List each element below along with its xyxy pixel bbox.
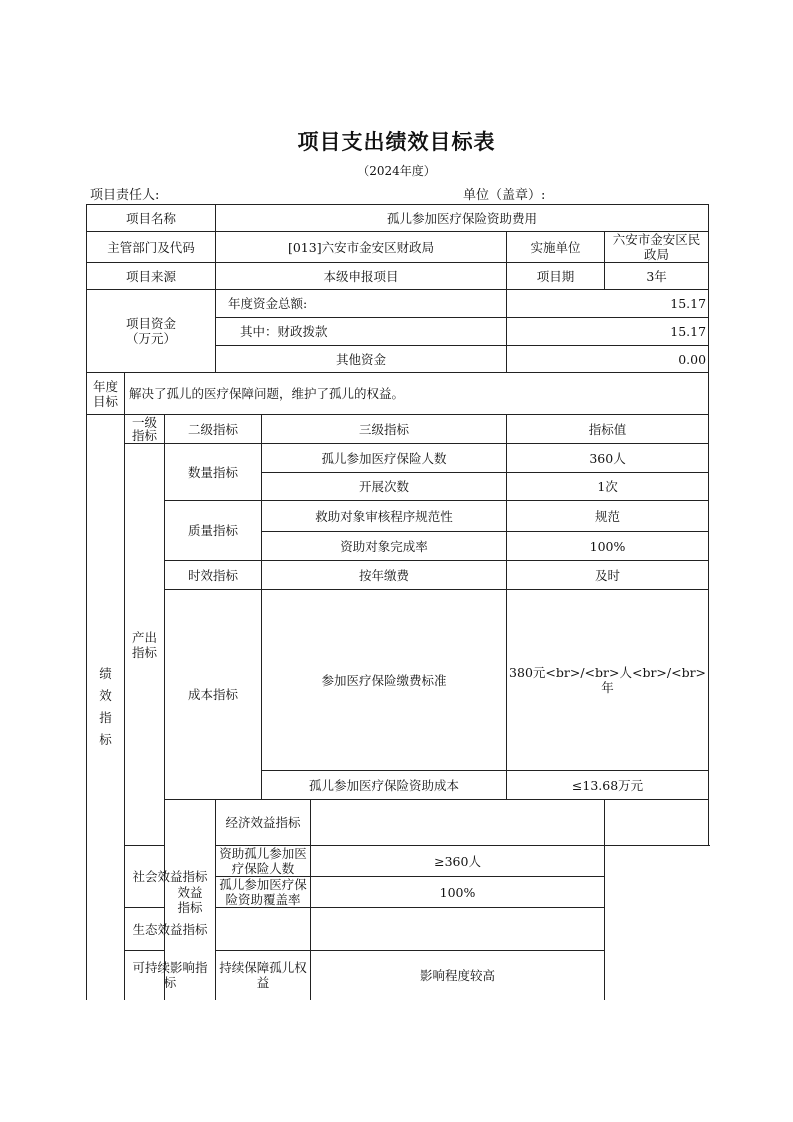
year-label: （2024年度） (357, 164, 436, 178)
indicator-t1: 按年缴费 (262, 561, 507, 590)
other-funds-label: 其他资金 (216, 346, 507, 373)
responsible-person-label: 项目责任人: (90, 188, 160, 203)
level2-header: 二级指标 (165, 415, 262, 444)
performance-target-table (86, 204, 709, 1000)
indicator-q2: 开展次数 (262, 473, 507, 501)
level3-header: 三级指标 (262, 415, 507, 444)
timeliness-indicator: 时效指标 (165, 561, 262, 590)
perf-char-1: 绩 (99, 666, 112, 682)
indicator-c2-value: ≤13.68万元 (507, 771, 709, 800)
annual-goal-text: 解决了孤儿的医疗保障问题，维护了孤儿的权益。 (125, 373, 709, 415)
cost-indicator: 成本指标 (165, 590, 262, 800)
indicator-ecological-empty (216, 908, 311, 951)
unit-stamp-label: 单位（盖章）: (463, 188, 546, 203)
indicator-q1-value: 360人 (507, 444, 709, 473)
indicator-su1: 持续保障孤儿权益 (216, 951, 311, 1000)
indicator-c2: 孤儿参加医疗保险资助成本 (262, 771, 507, 800)
indicator-c1-value: 380元<br>/<br>人<br>/<br>年 (507, 590, 709, 771)
value-header: 指标值 (507, 415, 709, 444)
indicator-s1-value: ≥360人 (311, 846, 605, 877)
level1-header (125, 415, 165, 444)
period-label: 项目期 (507, 263, 605, 290)
level1-header-line1: 一级 (131, 415, 157, 430)
page-title: 项目支出绩效目标表 (297, 130, 496, 154)
impl-unit-value: 六安市金安区民政局 (605, 232, 709, 263)
social-indicator: 社会效益指标 (125, 846, 216, 908)
indicator-q2-value: 1次 (507, 473, 709, 501)
indicator-ql1-value: 规范 (507, 501, 709, 532)
project-name-value: 孤儿参加医疗保险资助费用 (216, 205, 709, 232)
period-value: 3年 (605, 263, 709, 290)
output-indicator-label (125, 444, 165, 846)
level1-header-line2: 指标 (131, 428, 157, 443)
funds-label (87, 290, 216, 373)
benefit-label-line2: 指标 (177, 899, 203, 915)
dept-value: [013]六安市金安区财政局 (216, 232, 507, 263)
indicator-s2: 孤儿参加医疗保险资助覆盖率 (216, 877, 311, 908)
indicator-su1-value: 影响程度较高 (311, 951, 605, 1000)
project-name-label: 项目名称 (87, 205, 216, 232)
indicator-s2-value: 100% (311, 877, 605, 908)
funds-label-line1: 项目资金 (126, 316, 177, 331)
indicator-economic-empty (311, 800, 605, 846)
funds-label-line2: （万元） (126, 331, 177, 346)
fiscal-funds-value: 15.17 (507, 318, 709, 346)
indicator-ecological-value-empty (311, 908, 605, 951)
indicator-ql2-value: 100% (507, 532, 709, 561)
output-label-line1: 产出 (131, 629, 157, 645)
performance-indicator-label (87, 415, 125, 1000)
ecological-indicator: 生态效益指标 (125, 908, 216, 951)
indicator-t1-value: 及时 (507, 561, 709, 590)
perf-char-4: 标 (99, 732, 112, 748)
sustainability-indicator: 可持续影响指标 (125, 951, 216, 1000)
quality-indicator: 质量指标 (165, 501, 262, 561)
benefit-label-line1: 效益 (177, 884, 203, 900)
quantity-indicator: 数量指标 (165, 444, 262, 501)
perf-char-3: 指 (99, 710, 112, 726)
total-funds-value: 15.17 (507, 290, 709, 318)
source-label: 项目来源 (87, 263, 216, 290)
indicator-ql2: 资助对象完成率 (262, 532, 507, 561)
annual-goal-label-line1: 年度 (92, 378, 118, 394)
perf-char-2: 效 (99, 688, 112, 704)
source-value: 本级申报项目 (216, 263, 507, 290)
economic-indicator: 经济效益指标 (216, 800, 311, 846)
dept-label: 主管部门及代码 (87, 232, 216, 263)
indicator-q1: 孤儿参加医疗保险人数 (262, 444, 507, 473)
other-funds-value: 0.00 (507, 346, 709, 373)
output-label-line2: 指标 (131, 644, 157, 660)
impl-unit-label: 实施单位 (507, 232, 605, 263)
annual-goal-label-line2: 目标 (92, 393, 118, 409)
annual-goal-label (87, 373, 125, 415)
indicator-ql1: 救助对象审核程序规范性 (262, 501, 507, 532)
fiscal-funds-label: 其中：财政拨款 (216, 318, 507, 346)
indicator-economic-value-empty (605, 800, 709, 846)
indicator-s1: 资助孤儿参加医疗保险人数 (216, 846, 311, 877)
indicator-c1: 参加医疗保险缴费标准 (262, 590, 507, 771)
total-funds-label: 年度资金总额: (216, 290, 507, 318)
